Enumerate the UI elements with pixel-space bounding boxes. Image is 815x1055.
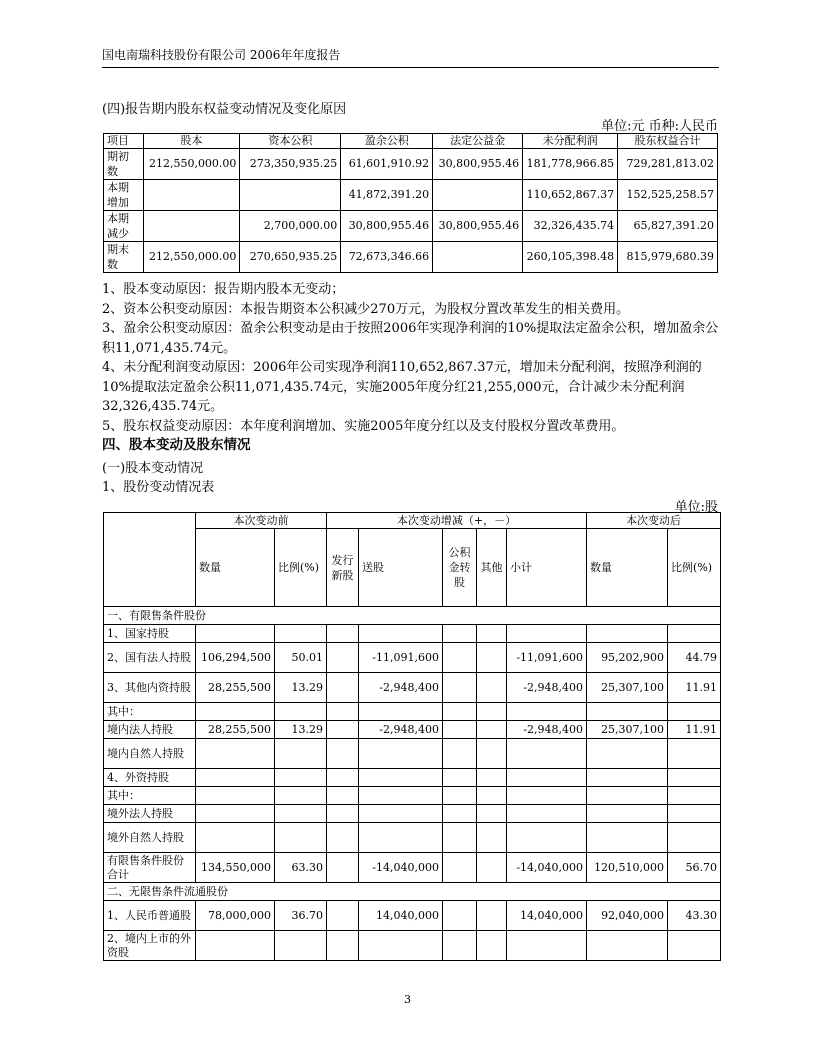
table-cell: [433, 242, 523, 273]
table-cell: [587, 823, 668, 853]
table-cell: [507, 805, 587, 823]
table-cell: [359, 769, 443, 787]
col-subtotal-header: 小计: [507, 529, 587, 607]
table-cell: 30,800,955.46: [341, 211, 433, 242]
row-label: 境内自然人持股: [104, 739, 196, 769]
table-cell: 56.70: [668, 853, 721, 883]
table-row: [104, 787, 721, 805]
table-row: [104, 607, 721, 625]
table-cell: 30,800,955.46: [433, 211, 523, 242]
table-cell: 120,510,000: [587, 853, 668, 883]
section-title: (四)报告期内股东权益变动情况及变化原因: [102, 102, 347, 117]
page-header: 国电南瑞科技股份有限公司 2006年年度报告: [102, 46, 719, 68]
table-cell: [327, 643, 359, 673]
table-cell: 815,979,680.39: [618, 242, 718, 273]
table-cell: [275, 931, 327, 961]
table-cell: 30,800,955.46: [433, 149, 523, 180]
table-cell: 11.91: [668, 721, 721, 739]
table-cell: [668, 703, 721, 721]
table-cell: 212,550,000.00: [143, 149, 240, 180]
table-cell: 134,550,000: [196, 853, 275, 883]
table-row: [104, 769, 721, 787]
table-cell: 63.30: [275, 853, 327, 883]
equity-header-cell: 法定公益金: [433, 134, 523, 149]
table-cell: [359, 625, 443, 643]
table-cell: [507, 739, 587, 769]
table-row: [104, 625, 721, 643]
col-reserve-header: 公积金转股: [443, 529, 477, 607]
change-reasons: [102, 280, 722, 436]
table-cell: [443, 901, 477, 931]
table-cell: [477, 853, 507, 883]
row-label: 境外法人持股: [104, 805, 196, 823]
row-label: 本期减少: [104, 211, 144, 242]
table-cell: 25,307,100: [587, 673, 668, 703]
table-row: [104, 823, 721, 853]
table-cell: [477, 673, 507, 703]
note-paragraph: 5、股东权益变动原因：本年度利润增加、实施2005年度分红以及支付股权分置改革费用。: [102, 418, 625, 434]
table-cell: [443, 625, 477, 643]
table-row: [104, 721, 721, 739]
table-cell: [196, 931, 275, 961]
table-cell: [196, 739, 275, 769]
table-cell: [443, 787, 477, 805]
table-cell: [477, 643, 507, 673]
table-cell: [327, 673, 359, 703]
table-cell: [668, 805, 721, 823]
table-cell: [327, 769, 359, 787]
table-cell: [587, 805, 668, 823]
equity-header-cell: 股东权益合计: [618, 134, 718, 149]
table-cell: 92,040,000: [587, 901, 668, 931]
col-ratio-header: 比例(%): [275, 529, 327, 607]
table-cell: [275, 823, 327, 853]
table-cell: [587, 739, 668, 769]
table-cell: [196, 787, 275, 805]
table-row: [104, 853, 721, 883]
table-cell: [477, 823, 507, 853]
table-cell: [196, 769, 275, 787]
table-cell: [143, 211, 240, 242]
table-cell: 13.29: [275, 673, 327, 703]
table-cell: [587, 703, 668, 721]
table-cell: [443, 703, 477, 721]
equity-header-cell: 项目: [104, 134, 144, 149]
table-cell: [443, 823, 477, 853]
table-cell: 2,700,000.00: [240, 211, 341, 242]
table-cell: [143, 180, 240, 211]
table-cell: 44.79: [668, 643, 721, 673]
table-cell: [275, 703, 327, 721]
share-change-table: [103, 512, 721, 961]
equity-header-cell: 盈余公积: [341, 134, 433, 149]
col-bonus-header: 送股: [359, 529, 443, 607]
col-issue-header: 发行新股: [327, 529, 359, 607]
table-cell: -2,948,400: [507, 721, 587, 739]
table-cell: [668, 823, 721, 853]
table-cell: [196, 625, 275, 643]
note-paragraph: 4、未分配利润变动原因：2006年公司实现净利润110,652,867.37元，增加未分配利润，按照净利润的10%提取法定盈余公积11,071,435.74元，实施2005年度分红21,255,000元，合计减少未分配利润32,326,435.74元。: [102, 360, 702, 414]
table-cell: -11,091,600: [507, 643, 587, 673]
table-cell: [668, 769, 721, 787]
table-cell: [668, 739, 721, 769]
table-cell: 72,673,346.66: [341, 242, 433, 273]
table-cell: [477, 625, 507, 643]
table-cell: 78,000,000: [196, 901, 275, 931]
table-cell: [443, 673, 477, 703]
table-cell: 50.01: [275, 643, 327, 673]
equity-change-table: [103, 133, 718, 273]
table-cell: [443, 739, 477, 769]
section4-title: 四、股本变动及股东情况: [102, 437, 251, 453]
table-cell: [327, 901, 359, 931]
table-cell: [327, 853, 359, 883]
table-cell: 212,550,000.00: [143, 242, 240, 273]
table-cell: [477, 901, 507, 931]
table-cell: [359, 703, 443, 721]
table-cell: [477, 739, 507, 769]
item-header-cell: [104, 513, 196, 607]
equity-header-cell: 资本公积: [240, 134, 341, 149]
table-cell: [668, 931, 721, 961]
col-qty2-header: 数量: [587, 529, 668, 607]
table-cell: [275, 739, 327, 769]
table-cell: 106,294,500: [196, 643, 275, 673]
equity-header-cell: 股本: [143, 134, 240, 149]
table-cell: [443, 721, 477, 739]
table-row: [104, 673, 721, 703]
table-cell: [443, 769, 477, 787]
row-label: 2、国有法人持股: [104, 643, 196, 673]
group-after-header: 本次变动后: [587, 513, 721, 529]
equity-header-cell: 未分配利润: [523, 134, 618, 149]
row-label: 4、外资持股: [104, 769, 196, 787]
table-cell: [196, 703, 275, 721]
table-cell: [587, 625, 668, 643]
row-label: 期末数: [104, 242, 144, 273]
table-cell: 260,105,398.48: [523, 242, 618, 273]
note-paragraph: 3、盈余公积变动原因：盈余公积变动是由于按照2006年实现净利润的10%提取法定盈余公积，增加盈余公积11,071,435.74元。: [102, 321, 719, 356]
table-cell: [359, 787, 443, 805]
group-change-header: 本次变动增减（+，－）: [327, 513, 587, 529]
table-cell: 110,652,867.37: [523, 180, 618, 211]
table-cell: [668, 787, 721, 805]
note-paragraph: 2、资本公积变动原因：本报告期资本公积减少270万元，为股权分置改革发生的相关费用。: [102, 301, 630, 317]
table-cell: -2,948,400: [359, 721, 443, 739]
currency-unit: 单位:元 币种:人民币: [601, 119, 718, 134]
col-qty-header: 数量: [196, 529, 275, 607]
table-cell: [327, 823, 359, 853]
table-cell: -14,040,000: [507, 853, 587, 883]
table-cell: [275, 769, 327, 787]
row-label: 其中：: [104, 703, 196, 721]
col-other-header: 其他: [477, 529, 507, 607]
table-row: [104, 703, 721, 721]
table-cell: [477, 787, 507, 805]
row-label: 期初数: [104, 149, 144, 180]
table-cell: -2,948,400: [359, 673, 443, 703]
table-cell: [359, 823, 443, 853]
table-cell: 14,040,000: [359, 901, 443, 931]
table-cell: 95,202,900: [587, 643, 668, 673]
row-label: 1、国家持股: [104, 625, 196, 643]
table-cell: [327, 721, 359, 739]
row-label: 境外自然人持股: [104, 823, 196, 853]
table-cell: [443, 805, 477, 823]
subsection-title: (一)股本变动情况: [102, 461, 204, 476]
table-cell: 25,307,100: [587, 721, 668, 739]
table-cell: 273,350,935.25: [240, 149, 341, 180]
table-cell: [477, 931, 507, 961]
table-row: [104, 883, 721, 901]
table-cell: [507, 769, 587, 787]
row-label: 其中：: [104, 787, 196, 805]
table-cell: [587, 769, 668, 787]
table-cell: 61,601,910.92: [341, 149, 433, 180]
table-cell: [477, 721, 507, 739]
table-cell: 152,525,258.57: [618, 180, 718, 211]
table-cell: [587, 931, 668, 961]
table-cell: 14,040,000: [507, 901, 587, 931]
table-cell: 270,650,935.25: [240, 242, 341, 273]
table-row: [104, 805, 721, 823]
table-cell: [275, 787, 327, 805]
table-cell: [477, 805, 507, 823]
row-label: 本期增加: [104, 180, 144, 211]
table-cell: [443, 931, 477, 961]
row-label: 境内法人持股: [104, 721, 196, 739]
table-cell: [275, 805, 327, 823]
row-label: 一、有限售条件股份: [104, 607, 721, 625]
table-cell: [507, 931, 587, 961]
table-cell: [327, 931, 359, 961]
table-cell: 36.70: [275, 901, 327, 931]
table-cell: [507, 823, 587, 853]
table-row: [104, 643, 721, 673]
table-cell: -11,091,600: [359, 643, 443, 673]
table-cell: [443, 643, 477, 673]
col-ratio2-header: 比例(%): [668, 529, 721, 607]
table-cell: 181,778,966.85: [523, 149, 618, 180]
table-cell: [359, 739, 443, 769]
table-cell: [240, 180, 341, 211]
table-cell: 32,326,435.74: [523, 211, 618, 242]
table-cell: 28,255,500: [196, 721, 275, 739]
note-paragraph: 1、股本变动原因：报告期内股本无变动；: [102, 282, 345, 297]
subsection-subtitle: 1、股份变动情况表: [102, 480, 215, 495]
group-before-header: 本次变动前: [196, 513, 327, 529]
table-cell: [327, 625, 359, 643]
table-cell: -14,040,000: [359, 853, 443, 883]
table-row: [104, 211, 718, 242]
table-cell: [433, 180, 523, 211]
table-cell: [477, 769, 507, 787]
table-cell: [477, 703, 507, 721]
table-cell: 28,255,500: [196, 673, 275, 703]
table-cell: [327, 787, 359, 805]
table-cell: 13.29: [275, 721, 327, 739]
table-cell: [275, 625, 327, 643]
table-cell: [196, 823, 275, 853]
table-cell: [327, 805, 359, 823]
table-cell: [668, 625, 721, 643]
table-cell: 729,281,813.02: [618, 149, 718, 180]
page-number: 3: [404, 993, 411, 1006]
row-label: 3、其他内资持股: [104, 673, 196, 703]
table-cell: [507, 625, 587, 643]
row-label: 二、无限售条件流通股份: [104, 883, 721, 901]
row-label: 有限售条件股份合计: [104, 853, 196, 883]
table-cell: [196, 805, 275, 823]
table-cell: [327, 739, 359, 769]
table-cell: [327, 703, 359, 721]
table-row: [104, 739, 721, 769]
table-cell: [443, 853, 477, 883]
table-cell: 43.30: [668, 901, 721, 931]
table-row: [104, 242, 718, 273]
table-row: [104, 149, 718, 180]
table-row: [104, 180, 718, 211]
share-unit: 单位:股: [674, 500, 718, 515]
table-cell: 41,872,391.20: [341, 180, 433, 211]
table-cell: [507, 703, 587, 721]
table-cell: 65,827,391.20: [618, 211, 718, 242]
table-cell: [587, 787, 668, 805]
table-row: [104, 901, 721, 931]
table-cell: [507, 787, 587, 805]
table-row: [104, 931, 721, 961]
table-cell: [359, 805, 443, 823]
table-cell: 11.91: [668, 673, 721, 703]
row-label: 2、境内上市的外资股: [104, 931, 196, 961]
row-label: 1、人民币普通股: [104, 901, 196, 931]
table-cell: [359, 931, 443, 961]
table-cell: -2,948,400: [507, 673, 587, 703]
